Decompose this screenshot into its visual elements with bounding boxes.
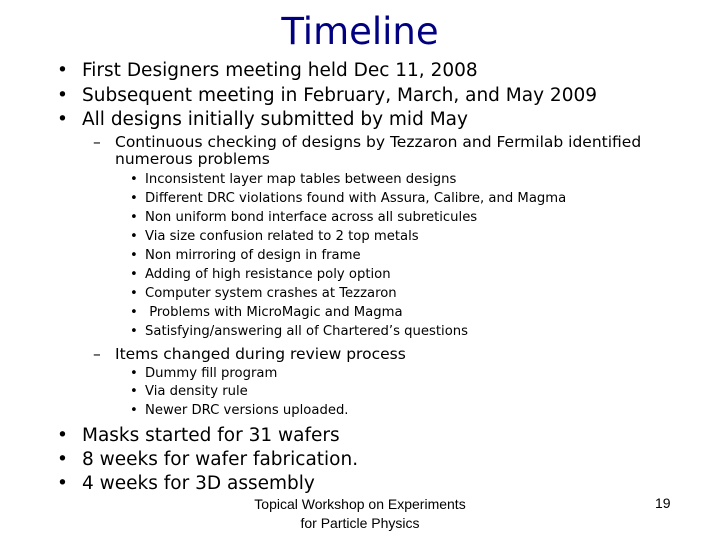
bullet-glyph: • — [130, 172, 138, 187]
dash-glyph: – — [93, 133, 101, 151]
bullet-text: 4 weeks for 3D assembly — [82, 473, 315, 494]
bullet-glyph: • — [57, 425, 68, 446]
sub-bullet-text: Items changed during review process — [115, 345, 406, 363]
bullet-glyph: • — [130, 210, 138, 225]
bullet-text: Subsequent meeting in February, March, and May 2009 — [82, 85, 598, 106]
list-item-text: Non uniform bond interface across all subreticules — [145, 210, 478, 225]
list-item-text: Different DRC violations found with Assura, Calibre, and Magma — [145, 191, 567, 206]
bullet-glyph: • — [57, 109, 68, 130]
list-item-text: Via density rule — [145, 384, 248, 399]
bullet-text: 8 weeks for wafer fabrication. — [82, 449, 359, 470]
page-number: 19 — [655, 495, 671, 511]
slide-title: Timeline — [281, 10, 439, 53]
bullet-glyph: • — [130, 267, 138, 282]
list-item-text: Newer DRC versions uploaded. — [145, 403, 349, 418]
footer-line: Topical Workshop on Experiments — [254, 496, 466, 512]
bullet-text: Masks started for 31 wafers — [82, 425, 340, 446]
bullet-glyph: • — [130, 248, 138, 263]
bullet-glyph: • — [130, 403, 138, 418]
list-item-text: Adding of high resistance poly option — [145, 267, 391, 282]
bullet-glyph: • — [57, 473, 68, 494]
bullet-glyph: • — [130, 191, 138, 206]
bullet-glyph: • — [130, 324, 138, 339]
bullet-glyph: • — [57, 449, 68, 470]
footer-line: for Particle Physics — [300, 515, 420, 531]
bullet-glyph: • — [57, 60, 68, 81]
list-item-text: Problems with MicroMagic and Magma — [145, 305, 403, 320]
bullet-glyph: • — [130, 305, 138, 320]
bullet-glyph: • — [130, 229, 138, 244]
list-item-text: Inconsistent layer map tables between designs — [145, 172, 457, 187]
list-item-text: Non mirroring of design in frame — [145, 248, 361, 263]
slide-footer — [230, 495, 490, 533]
list-item-text: Dummy fill program — [145, 366, 278, 381]
bullet-glyph: • — [130, 366, 138, 381]
list-item-text: Via size confusion related to 2 top metals — [145, 229, 419, 244]
bullet-text: First Designers meeting held Dec 11, 2008 — [82, 60, 478, 81]
sub-bullet-continuation: numerous problems — [115, 150, 270, 168]
list-item-text: Computer system crashes at Tezzaron — [145, 286, 397, 301]
list-item-text: Satisfying/answering all of Chartered’s questions — [145, 324, 468, 339]
dash-glyph: – — [93, 345, 101, 363]
bullet-text: All designs initially submitted by mid May — [82, 109, 468, 130]
bullet-glyph: • — [57, 85, 68, 106]
sub-bullet-text: Continuous checking of designs by Tezzaron and Fermilab identified — [115, 133, 642, 151]
bullet-glyph: • — [130, 384, 138, 399]
bullet-glyph: • — [130, 286, 138, 301]
